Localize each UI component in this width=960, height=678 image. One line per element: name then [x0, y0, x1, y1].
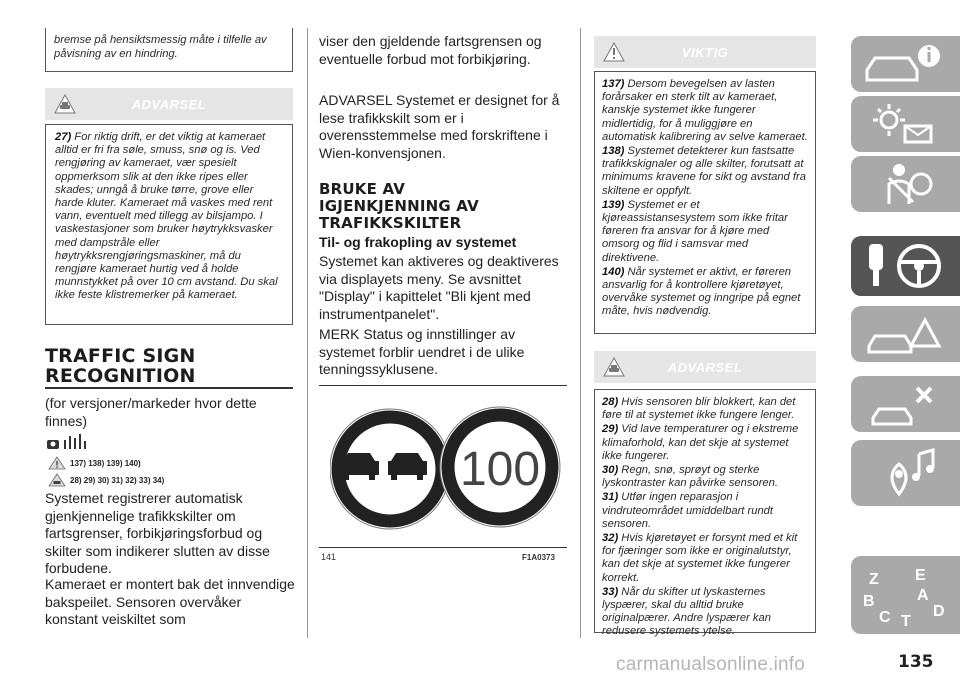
col2-subheading: Til- og frakopling av systemet	[319, 234, 517, 250]
camera-signal-icon	[45, 432, 91, 452]
viktig-title: VIKTIG	[681, 44, 729, 60]
advarsel-item-number: 32)	[602, 532, 619, 545]
advarsel-item-number: 33)	[602, 585, 619, 598]
tab-driving[interactable]	[851, 236, 960, 296]
advarsel-item-number: 30)	[602, 464, 619, 477]
ref-row-viktig	[48, 456, 141, 470]
figure-code: F1A0373	[522, 553, 555, 562]
advarsel-item-number: 29)	[602, 423, 619, 436]
viktig-item	[602, 78, 808, 144]
section-title-line-2: RECOGNITION	[45, 365, 196, 387]
col2-heading-line-2: IGJENKJENNING AV	[319, 197, 479, 215]
continued-warning-box	[45, 28, 293, 72]
viktig-item	[602, 266, 808, 319]
column-divider-2	[580, 28, 581, 638]
viktig-item-text: Dersom bevegelsen av lasten forårsaker en sterk tilt av kameraet, kanskje systemet ikke fungerer midlertidig, for å muliggjøre en automatisk kalibrering av selve kameraet.	[602, 78, 808, 143]
body-para-1: Systemet registrerer automatisk gjenkjennelige trafikkskilter om fartsgrenser, forbikjøringsforbud og skilter som indikerer slutten av disse forbudene.	[45, 490, 270, 576]
index-letter-b: B	[863, 593, 875, 610]
advarsel-item	[602, 396, 808, 422]
figure-top-rule	[319, 385, 567, 386]
index-letter-t: T	[901, 613, 911, 630]
warning-car-icon	[603, 357, 625, 377]
index-letter-a: A	[917, 587, 929, 604]
viktig-header	[594, 36, 816, 68]
advarsel-item-text: Når du skifter ut lyskasternes lyspærer, skal du alltid bruke originalpærer. Andre lyspærer kan redusere systemets ytelse.	[602, 585, 771, 638]
viktig-body	[594, 71, 816, 334]
advarsel-item-text: Hvis kjøretøyet er forsynt med et kit for fjæringer som ikke er originalutstyr, kan det skje at systemet ikke fungerer korrekt.	[602, 532, 798, 584]
advarsel-item-text: Regn, snø, sprøyt og sterke lyskontraster kan påvirke sensoren.	[602, 464, 778, 490]
alphabet-index-icon	[859, 560, 955, 632]
intro-text: (for versjoner/markeder hvor dette finnes)	[45, 395, 257, 429]
breakdown-car-icon	[859, 310, 949, 358]
advarsel-item	[602, 491, 808, 531]
viktig-item-number: 140)	[602, 265, 625, 278]
car-info-icon	[859, 40, 949, 88]
tab-maintenance[interactable]	[851, 376, 960, 432]
section-title-line-1: TRAFFIC SIGN	[45, 345, 196, 367]
section-title	[45, 346, 295, 386]
continued-warning-text: bremse på hensiktsmessig måte i tilfelle av påvisning av en hindring.	[54, 34, 267, 60]
col2-heading	[319, 181, 569, 232]
index-letter-d: D	[933, 603, 945, 620]
warning-lights-icon	[859, 100, 949, 148]
tab-index[interactable]	[851, 556, 960, 634]
advarsel-item-number: 28)	[602, 396, 619, 408]
tab-vehicle-info[interactable]	[851, 36, 960, 92]
warning-car-small-icon	[48, 473, 66, 487]
maintenance-icon	[859, 380, 949, 428]
advarsel-item-text: Hvis sensoren blir blokkert, kan det føre til at systemet ikke fungere lenger.	[602, 396, 796, 422]
airbag-seatbelt-icon	[859, 160, 949, 208]
ref-list-advarsel: 28) 29) 30) 31) 32) 33) 34)	[70, 475, 165, 485]
advarsel-item-text: Utfør ingen reparasjon i vindruteområdet umiddelbart rundt sensoren.	[602, 491, 774, 530]
watermark-text: carmanualsonline.info	[616, 654, 806, 675]
advarsel-item	[602, 532, 808, 585]
viktig-item-number: 137)	[602, 78, 625, 90]
viktig-item-text: Når systemet er aktivt, er føreren ansvarlig for å kontrollere kjøretøyet, overvåke systemet og inngripe på egnet måte, hvis nødvendig.	[602, 265, 801, 318]
advarsel-title: ADVARSEL	[667, 359, 743, 375]
warning-body-1	[45, 124, 293, 325]
column-divider-1	[307, 28, 308, 638]
col2-heading-line-1: BRUKE AV	[319, 180, 406, 198]
col2-para-2: ADVARSEL Systemet er designet for å lese trafikkskilt som er i overensstemmelse med forskriftene i Wien-konvensjonen.	[319, 92, 560, 161]
advarsel-header	[594, 351, 816, 383]
col2-para-1: viser den gjeldende fartsgrensen og eventuelle forbud mot forbikjøring.	[319, 33, 542, 67]
tab-multimedia[interactable]	[851, 440, 960, 506]
multimedia-icon	[859, 444, 949, 502]
warning-title-1: ADVARSEL	[131, 96, 207, 112]
advarsel-body	[594, 389, 816, 638]
advarsel-item	[602, 586, 808, 639]
index-letter-c: C	[879, 609, 891, 626]
ref-row-advarsel	[48, 473, 164, 487]
viktig-item-number: 138)	[602, 145, 625, 158]
body-para-2: Kameraet er montert bak det innvendige bakspeilet. Sensoren overvåker konstant veiskiltet som	[45, 576, 295, 627]
advarsel-item	[602, 423, 808, 463]
figure-number: 141	[321, 552, 337, 562]
warning-note-number: 27)	[55, 131, 72, 143]
advarsel-item-number: 31)	[602, 491, 619, 504]
viktig-item-text: Systemet detekterer kun fastsatte trafikkskignaler og alle skilter, forutsatt at minimums kravene for sikt og avstand fra skiltene er oppfylt.	[602, 145, 806, 197]
key-steering-wheel-icon	[859, 240, 949, 292]
page-number: 135	[898, 652, 934, 672]
viktig-item	[602, 199, 808, 265]
tab-safety[interactable]	[851, 156, 960, 212]
important-icon	[603, 42, 625, 62]
col2-para-4: MERK Status og innstillinger av systemet forblir uendret i de ulike tenningssyklusene.	[319, 326, 525, 377]
traffic-sign-figure	[330, 405, 562, 540]
viktig-item-text: Systemet er et kjøreassistansesystem som ikke fritar føreren fra ansvar for å kjøre med omsorg og flid i samsvar med direktivene.	[602, 198, 788, 264]
speed-limit-sign	[440, 407, 560, 527]
no-overtaking-sign	[330, 409, 450, 529]
warning-car-icon	[54, 94, 76, 114]
speed-limit-value: 100	[459, 443, 541, 496]
ref-list-viktig: 137) 138) 139) 140)	[70, 458, 141, 468]
advarsel-item	[602, 464, 808, 490]
tab-lights-messages[interactable]	[851, 96, 960, 152]
index-letter-e: E	[915, 567, 926, 584]
important-triangle-icon	[48, 456, 66, 470]
viktig-item	[602, 145, 808, 198]
figure-bottom-rule	[319, 547, 567, 548]
title-rule	[45, 387, 293, 389]
index-letter-z: Z	[869, 571, 879, 588]
viktig-item-number: 139)	[602, 198, 625, 211]
advarsel-item-text: Vid lave temperaturer og i ekstreme klimaforhold, kan det skje at systemet ikke fungerer.	[602, 423, 799, 462]
warning-note-text: For riktig drift, er det viktig at kameraet alltid er fri fra søle, smuss, snø og is. Ved rengjøring av kameraet, vær spesielt oppmerksom slik at den ikke ripes eller skades; unngå å bruke tørre, grove eller harde kluter. Kameraet må vaskes med rent vann, eventuelt med tillegg av bilsjampo. I vaskestasjoner som bruker høytrykksvasker med dampstråle eller høytrykksrengjøringsmaskiner, må du rengjøre kameraet hurtig ved å holde munnstykket på over 10 cm avstand. Du skal ikke feste klistremerker på kameraet.	[55, 131, 278, 302]
col2-para-3: Systemet kan aktiveres og deaktiveres via displayets meny. Se avsnittet "Display" i kapittelet "Bli kjent med instrumentpanelet".	[319, 253, 559, 322]
tab-emergency[interactable]	[851, 306, 960, 362]
col2-heading-line-3: TRAFIKKSKILTER	[319, 214, 462, 232]
warning-header-1	[45, 88, 293, 120]
